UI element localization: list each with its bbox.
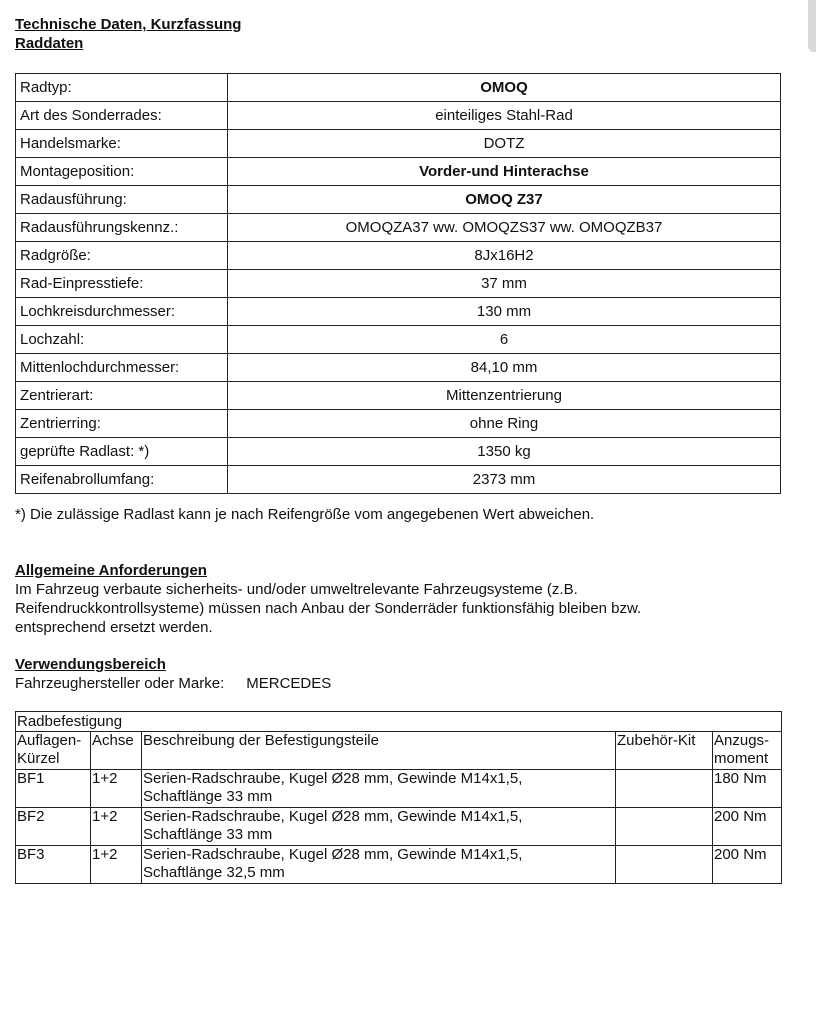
cell-text: Schaftlänge 33 mm xyxy=(143,788,273,805)
spec-value: 1350 kg xyxy=(228,438,781,466)
document-title: Technische Daten, Kurzfassung xyxy=(15,16,242,33)
spec-label: Radausführung: xyxy=(16,186,228,214)
spec-label: Radausführungskennz.: xyxy=(16,214,228,242)
table-row xyxy=(16,74,781,102)
spec-value: 130 mm xyxy=(228,298,781,326)
spec-value: OMOQZA37 ww. OMOQZS37 ww. OMOQZB37 xyxy=(228,214,781,242)
table-row xyxy=(16,438,781,466)
cell-achse: 1+2 xyxy=(91,770,142,808)
spec-label: Zentrierring: xyxy=(16,410,228,438)
radbefestigung-table xyxy=(15,711,782,884)
section-title-verwendungsbereich: Verwendungsbereich xyxy=(15,656,166,673)
spec-value: Vorder-und Hinterachse xyxy=(228,158,781,186)
cell-kuerzel: BF2 xyxy=(16,808,91,846)
spec-value: Mittenzentrierung xyxy=(228,382,781,410)
table-row xyxy=(16,102,781,130)
cell-zubehoer-kit xyxy=(616,846,713,884)
cell-text: Serien-Radschraube, Kugel Ø28 mm, Gewinde M14x1,5, xyxy=(143,808,523,825)
table-row xyxy=(16,410,781,438)
allgemeine-anforderungen-text xyxy=(15,580,781,637)
spec-label: Lochzahl: xyxy=(16,326,228,354)
header-beschreibung: Beschreibung der Befestigungsteile xyxy=(142,732,616,770)
table-row xyxy=(16,158,781,186)
cell-text: Schaftlänge 33 mm xyxy=(143,826,273,843)
table-title: Radbefestigung xyxy=(16,712,782,732)
header-text: Kürzel xyxy=(17,750,60,767)
cell-beschreibung xyxy=(142,808,616,846)
spec-value: DOTZ xyxy=(228,130,781,158)
table-header-row xyxy=(16,732,782,770)
radlast-footnote: *) Die zulässige Radlast kann je nach Reifengröße vom angegebenen Wert abweichen. xyxy=(15,506,595,523)
spec-label: geprüfte Radlast: *) xyxy=(16,438,228,466)
table-row xyxy=(16,298,781,326)
spec-value: einteiliges Stahl-Rad xyxy=(228,102,781,130)
cell-zubehoer-kit xyxy=(616,770,713,808)
table-row xyxy=(16,808,782,846)
cell-text: Serien-Radschraube, Kugel Ø28 mm, Gewinde M14x1,5, xyxy=(143,846,523,863)
cell-anzugsmoment: 180 Nm xyxy=(713,770,782,808)
spec-label: Montageposition: xyxy=(16,158,228,186)
spec-label: Radgröße: xyxy=(16,242,228,270)
cell-kuerzel: BF3 xyxy=(16,846,91,884)
manufacturer-line xyxy=(15,674,331,693)
manufacturer-value: MERCEDES xyxy=(246,675,332,692)
header-text: Anzugs- xyxy=(714,732,770,749)
table-row xyxy=(16,846,782,884)
cell-text: Serien-Radschraube, Kugel Ø28 mm, Gewinde M14x1,5, xyxy=(143,770,523,787)
scrollbar-thumb[interactable] xyxy=(808,0,816,52)
cell-anzugsmoment: 200 Nm xyxy=(713,846,782,884)
cell-zubehoer-kit xyxy=(616,808,713,846)
spec-value: 2373 mm xyxy=(228,466,781,494)
cell-beschreibung xyxy=(142,770,616,808)
spec-label: Radtyp: xyxy=(16,74,228,102)
spec-value: 6 xyxy=(228,326,781,354)
spec-label: Mittenlochdurchmesser: xyxy=(16,354,228,382)
cell-anzugsmoment: 200 Nm xyxy=(713,808,782,846)
spec-label: Reifenabrollumfang: xyxy=(16,466,228,494)
manufacturer-label: Fahrzeughersteller oder Marke: xyxy=(15,675,225,692)
table-row xyxy=(16,354,781,382)
spec-value: 8Jx16H2 xyxy=(228,242,781,270)
spec-label: Rad-Einpresstiefe: xyxy=(16,270,228,298)
header-anzugsmoment xyxy=(713,732,782,770)
cell-text: Schaftlänge 32,5 mm xyxy=(143,864,285,881)
table-row xyxy=(16,186,781,214)
spec-value: 84,10 mm xyxy=(228,354,781,382)
section-title-raddaten: Raddaten xyxy=(15,35,84,52)
cell-kuerzel: BF1 xyxy=(16,770,91,808)
cell-achse: 1+2 xyxy=(91,808,142,846)
table-row xyxy=(16,270,781,298)
paragraph-line: Im Fahrzeug verbaute sicherheits- und/oder umweltrelevante Fahrzeugsysteme (z.B. xyxy=(15,581,578,598)
table-row xyxy=(16,466,781,494)
spec-value: OMOQ xyxy=(228,74,781,102)
table-row xyxy=(16,770,782,808)
spec-value: 37 mm xyxy=(228,270,781,298)
header-kuerzel xyxy=(16,732,91,770)
paragraph-line: entsprechend ersetzt werden. xyxy=(15,619,213,636)
spec-label: Lochkreisdurchmesser: xyxy=(16,298,228,326)
header-zubehoer-kit: Zubehör-Kit xyxy=(616,732,713,770)
spec-label: Zentrierart: xyxy=(16,382,228,410)
spec-value: ohne Ring xyxy=(228,410,781,438)
cell-beschreibung xyxy=(142,846,616,884)
cell-achse: 1+2 xyxy=(91,846,142,884)
table-row xyxy=(16,326,781,354)
header-achse: Achse xyxy=(91,732,142,770)
wheel-specs-table xyxy=(15,73,781,494)
spec-value: OMOQ Z37 xyxy=(228,186,781,214)
table-title-row xyxy=(16,712,782,732)
table-row xyxy=(16,214,781,242)
spec-label: Art des Sonderrades: xyxy=(16,102,228,130)
table-row xyxy=(16,130,781,158)
table-row xyxy=(16,382,781,410)
table-row xyxy=(16,242,781,270)
section-title-allgemeine-anforderungen: Allgemeine Anforderungen xyxy=(15,562,207,579)
spec-label: Handelsmarke: xyxy=(16,130,228,158)
paragraph-line: Reifendruckkontrollsysteme) müssen nach Anbau der Sonderräder funktionsfähig bleiben bzw. xyxy=(15,600,642,617)
header-text: moment xyxy=(714,750,769,767)
header-text: Auflagen- xyxy=(17,732,82,749)
